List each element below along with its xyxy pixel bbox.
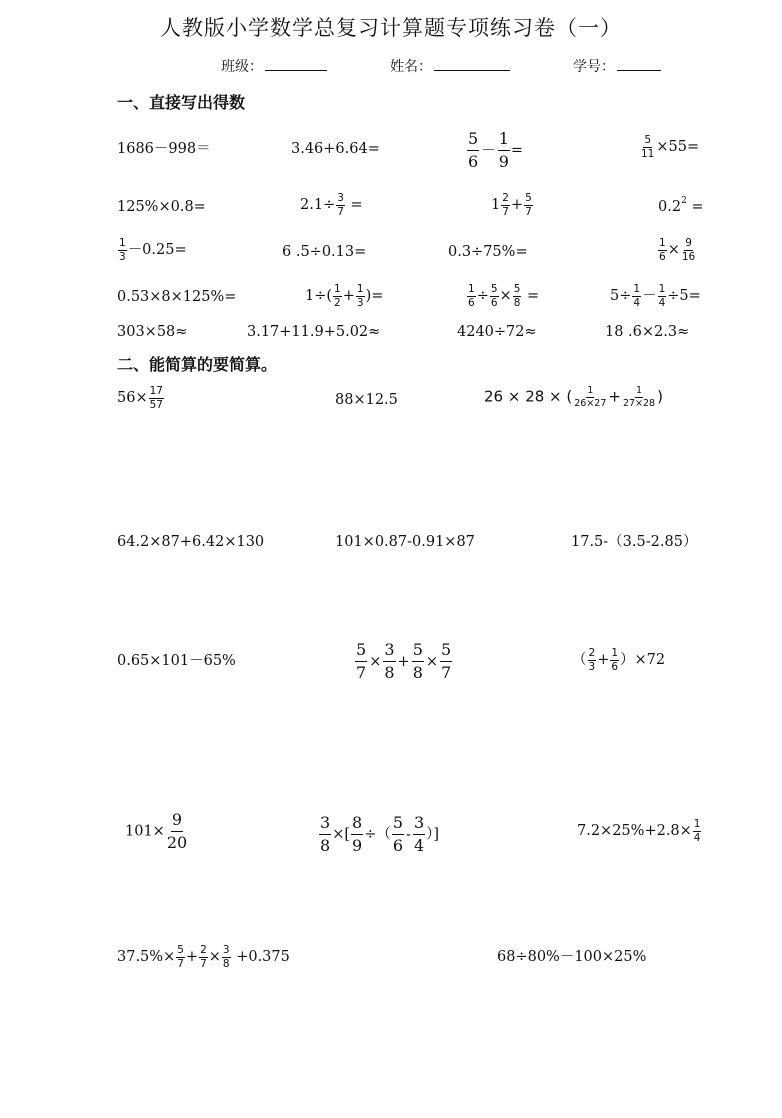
number-label: 学号： [573,59,615,75]
problem-2: 3.46+6.64= [291,141,380,157]
problem-1: 1686－998＝ [117,141,211,157]
problem-12: $\frac{1}{6}$ × $\frac{9}{16}$ [659,237,696,263]
simplify-1: 56× $\frac{17}{57}$ [117,385,163,411]
fraction: $\frac{1}{9}$ [498,129,509,171]
simplify-10: 101× $\frac{9}{20}$ [125,810,188,852]
simplify-4: 64.2×87+6.42×130 [117,534,265,550]
problem-4: $\frac{5}{11}$ ×55= [641,134,700,160]
problem-3: $\frac{5}{6}$ － $\frac{1}{9}$ = [468,129,524,171]
section1-heading: 一、直接写出得数 [117,93,246,112]
fraction: $\frac{1}{27\times 28}$ [622,385,656,409]
name-label: 姓名： [390,59,432,75]
fraction: $\frac{1}{6}$ [468,283,475,309]
problem-9: $\frac{1}{3}$ －0.25= [119,237,187,263]
simplify-3: 26 × 28 × ( $\frac{1}{26\times 27}$ + $\frac{1}{27\times 28}$ ) [484,385,663,409]
fraction: $\frac{5}{11}$ [641,134,655,160]
fraction: $\frac{5}{6}$ [392,813,404,855]
number-field [573,56,661,76]
problem-6: 2.1÷ $\frac{3}{7}$ = [300,192,363,218]
fraction: $\frac{1}{2}$ [334,283,341,309]
class-field [221,56,327,76]
simplify-14: 68÷80%－100×25% [497,949,647,965]
fraction: $\frac{1}{4}$ [633,283,641,309]
fraction: $\frac{1}{4}$ [693,818,701,844]
fraction: $\frac{1}{3}$ [119,237,126,263]
fraction: $\frac{1}{26\times 27}$ [574,385,607,409]
fraction: $\frac{1}{3}$ [356,283,364,309]
name-blank[interactable] [434,56,510,71]
problem-19: 4240÷72≈ [457,324,537,340]
fraction: $\frac{1}{4}$ [658,283,666,309]
simplify-9: （ $\frac{2}{3}$ + $\frac{1}{6}$ ）×72 [572,647,666,673]
fraction: $\frac{5}{7}$ [356,640,367,682]
fraction: $\frac{1}{6}$ [659,237,666,263]
problem-17: 303×58≈ [117,324,188,340]
problem-20: 18 .6×2.3≈ [605,324,690,340]
number-blank[interactable] [617,56,661,71]
problem-15: $\frac{1}{6}$ ÷ $\frac{5}{6}$ × $\frac{5}{8}$ = [468,283,540,309]
problem-5: 125%×0.8= [117,199,206,215]
problem-11: 0.3÷75%= [448,244,528,260]
problem-7: 1 $\frac{2}{7}$ + $\frac{5}{7}$ [491,192,532,218]
problem-16: 5÷ $\frac{1}{4}$ － $\frac{1}{4}$ ÷5= [610,283,701,309]
fraction: $\frac{9}{16}$ [681,237,696,263]
fraction: $\frac{3}{8}$ [320,813,331,855]
problem-10: 6 .5÷0.13= [282,244,367,260]
fraction: $\frac{2}{3}$ [588,647,596,673]
problem-13: 0.53×8×125%= [117,289,237,305]
simplify-6: 17.5-（3.5-2.85） [571,534,698,550]
fraction: $\frac{3}{8}$ [222,944,230,970]
simplify-2: 88×12.5 [335,392,398,408]
fraction: $\frac{5}{8}$ [412,640,423,682]
fraction: $\frac{5}{7}$ [441,640,452,682]
fraction: $\frac{5}{7}$ [177,944,184,970]
class-blank[interactable] [265,56,327,71]
simplify-7: 0.65×101－65% [117,653,236,669]
fraction: $\frac{3}{4}$ [413,813,425,855]
fraction: $\frac{5}{7}$ [525,192,532,218]
simplify-13: 37.5%× $\frac{5}{7}$ + $\frac{2}{7}$ × $\frac{3}{8}$ +0.375 [117,944,290,970]
fraction: $\frac{2}{7}$ [200,944,207,970]
simplify-5: 101×0.87-0.91×87 [335,534,475,550]
fraction: $\frac{3}{8}$ [384,640,395,682]
fraction: $\frac{5}{8}$ [513,283,521,309]
problem-18: 3.17+11.9+5.02≈ [247,324,381,340]
page-title: 人教版小学数学总复习计算题专项练习卷（一） [160,16,622,40]
fraction: $\frac{5}{6}$ [490,283,498,309]
simplify-11: $\frac{3}{8}$ ×[ $\frac{8}{9}$ ÷（ $\frac{5}{6}$ - $\frac{3}{4}$ ）] [320,813,440,855]
class-label: 班级： [221,59,263,75]
fraction: $\frac{1}{6}$ [611,647,619,673]
simplify-8: $\frac{5}{7}$ × $\frac{3}{8}$ + $\frac{5}{8}$ × $\frac{5}{7}$ [356,640,452,682]
problem-8: $0.2^2$ = [658,196,704,215]
fraction: $\frac{5}{6}$ [468,129,479,171]
fraction: $\frac{17}{57}$ [149,385,163,411]
fraction: $\frac{9}{20}$ [166,810,188,852]
fraction: $\frac{8}{9}$ [352,813,363,855]
problem-14: 1÷( $\frac{1}{2}$ + $\frac{1}{3}$ )= [305,283,384,309]
section2-heading: 二、能简算的要简算。 [117,355,278,374]
simplify-12: 7.2×25%+2.8× $\frac{1}{4}$ [577,818,701,844]
name-field [390,56,510,76]
fraction: $\frac{3}{7}$ [337,192,344,218]
fraction: $\frac{2}{7}$ [502,192,509,218]
